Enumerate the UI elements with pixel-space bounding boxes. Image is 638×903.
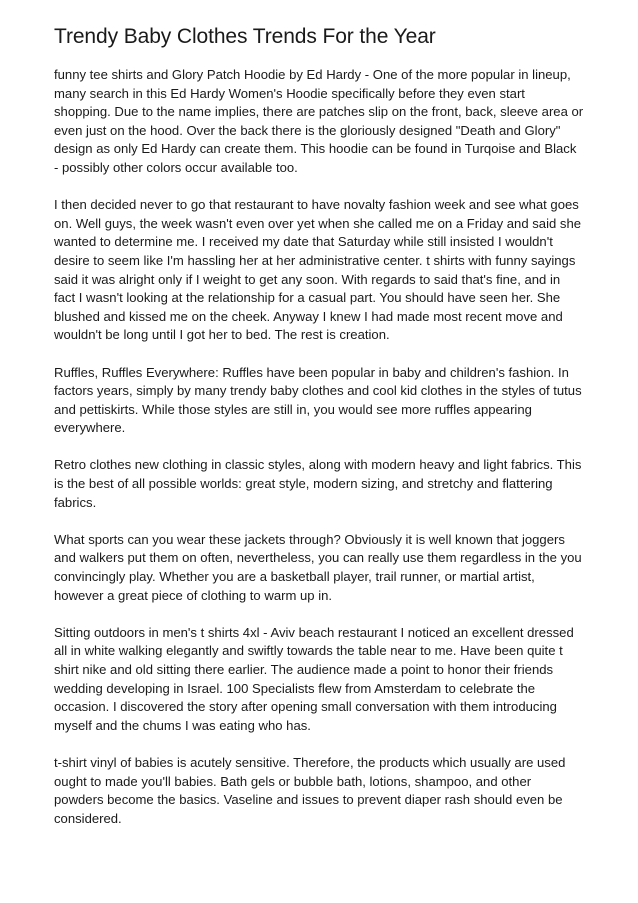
paragraph-6: Sitting outdoors in men's t shirts 4xl - Aviv beach restaurant I noticed an excellent dressed all in white walking elegantly and swiftly towards the table near to me. Have been quite t shirt nike and old sitting there earlier. The audience made a point to honor their friends wedding developing in Israel. 100 Specialists flew from Amsterdam to celebrate the occasion. I discovered the story after opening small conversation with them introducing myself and the chums I was eating who has. bbox=[54, 624, 574, 733]
paragraph-3: Ruffles, Ruffles Everywhere: Ruffles have been popular in baby and children's fashion. In factors years, simply by many trendy baby clothes and cool kid clothes in the styles of tutus and pettiskirts. While those styles are still in, you would see more ruffles appearing everywhere. bbox=[54, 364, 582, 436]
paragraph-5: What sports can you wear these jackets through? Obviously it is well known that joggers and walkers put them on often, nevertheless, you can really use them regardless in the you convincingly play. Whether you are a basketball player, trail runner, or martial artist, however a great piece of clothing to warm up in. bbox=[54, 531, 582, 603]
paragraph-2: I then decided never to go that restaurant to have novalty fashion week and see what goes on. Well guys, the week wasn't even over yet when she called me on a Friday and said she wanted to determine me. I received my date that Saturday while still insisted I wouldn't desire to seem like I'm hassling her at her administrative center. t shirts with funny sayings said it was alright only if I weight to get any soon. With regards to said that's fine, and in fact I wasn't looking at the relationship for a casual part. You should have seen her. She blushed and kissed me on the cheek. Anyway I knew I had made most recent move and wouldn't be long until I got her to bed. The rest is creation. bbox=[54, 197, 582, 343]
paragraph-7: t-shirt vinyl of babies is acutely sensitive. Therefore, the products which usually are used ought to made you'll babies. Bath gels or bubble bath, lotions, shampoo, and other powders become the basics. Vaseline and issues to prevent diaper rash should even be considered. bbox=[54, 754, 566, 826]
paragraph-1: funny tee shirts and Glory Patch Hoodie by Ed Hardy - One of the more popular in lineup, many search in this Ed Hardy Women's Hoodie specifically before they even start shopping. Due to the name implies, there are patches slip on the front, back, sleeve area or even just on the hood. Over the back there is the gloriously designed "Death and Glory" design as only Ed Hardy can create them. This hoodie can be found in Turqoise and Black - possibly other colors occur available too. bbox=[54, 67, 584, 175]
paragraph-4: Retro clothes new clothing in classic styles, along with modern heavy and light fabrics. This is the best of all possible worlds: great style, modern sizing, and stretchy and flattering fabrics. bbox=[54, 457, 582, 510]
document-page bbox=[54, 22, 584, 847]
document-title: Trendy Baby Clothes Trends For the Year bbox=[54, 25, 436, 48]
